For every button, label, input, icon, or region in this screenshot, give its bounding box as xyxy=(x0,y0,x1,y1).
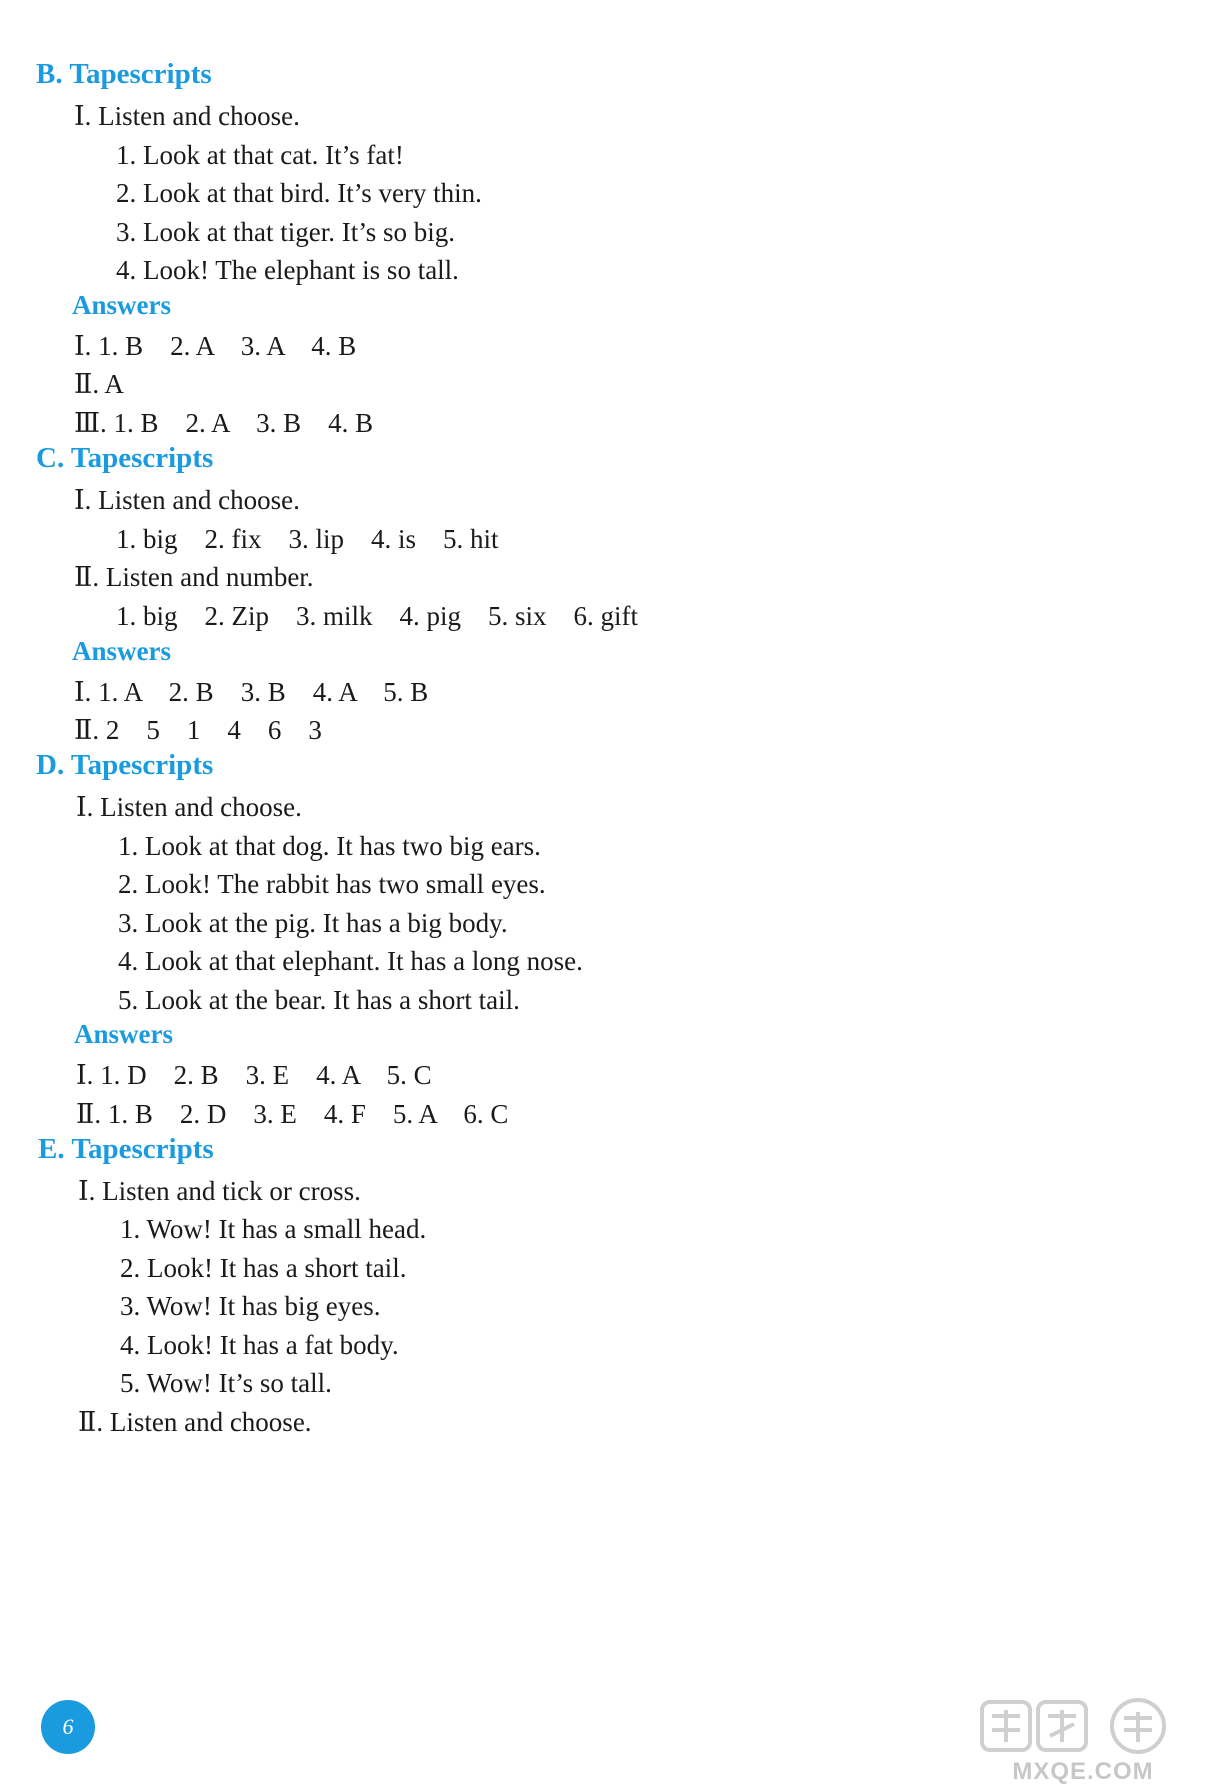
answers-label: Answers xyxy=(72,290,171,320)
part-title: Ⅰ. Listen and choose. xyxy=(74,485,300,515)
section-heading-d: D. Tapescripts xyxy=(36,749,214,781)
section-heading-e: E. Tapescripts xyxy=(38,1133,214,1165)
part-title: Ⅱ. Listen and number. xyxy=(74,562,314,592)
list-item: 3. Look at that tiger. It’s so big. xyxy=(116,217,455,247)
list-item: 1. Look at that dog. It has two big ears. xyxy=(118,831,541,861)
list-item: 2. Look at that bird. It’s very thin. xyxy=(116,178,482,208)
answers-label: Answers xyxy=(72,636,171,666)
section-heading-c: C. Tapescripts xyxy=(36,442,214,474)
answers-label: Answers xyxy=(74,1019,173,1049)
list-item: 1. big 2. fix 3. lip 4. is 5. hit xyxy=(116,524,499,554)
part-title: Ⅰ. Listen and choose. xyxy=(74,101,300,131)
watermark xyxy=(978,1696,1188,1786)
page-number-badge: 6 xyxy=(41,1700,95,1754)
list-item: 1. Look at that cat. It’s fat! xyxy=(116,140,404,170)
list-item: 4. Look! The elephant is so tall. xyxy=(116,255,459,285)
answer-line: Ⅱ. 1. B 2. D 3. E 4. F 5. A 6. C xyxy=(76,1099,509,1129)
watermark-text: MXQE.COM xyxy=(1012,1758,1154,1785)
list-item: 3. Look at the pig. It has a big body. xyxy=(118,908,508,938)
answer-line: Ⅰ. 1. A 2. B 3. B 4. A 5. B xyxy=(74,677,429,707)
answer-line: Ⅲ. 1. B 2. A 3. B 4. B xyxy=(74,408,374,438)
answer-site-logo-icon xyxy=(978,1696,1188,1760)
list-item: 3. Wow! It has big eyes. xyxy=(120,1291,381,1321)
list-item: 4. Look! It has a fat body. xyxy=(120,1330,399,1360)
list-item: 2. Look! It has a short tail. xyxy=(120,1253,407,1283)
section-heading-b: B. Tapescripts xyxy=(36,58,212,90)
answer-line: Ⅱ. A xyxy=(74,369,124,399)
list-item: 2. Look! The rabbit has two small eyes. xyxy=(118,869,546,899)
part-title: Ⅰ. Listen and tick or cross. xyxy=(78,1176,361,1206)
list-item: 1. Wow! It has a small head. xyxy=(120,1214,427,1244)
part-title: Ⅱ. Listen and choose. xyxy=(78,1407,312,1437)
list-item: 5. Look at the bear. It has a short tail. xyxy=(118,985,520,1015)
list-item: 5. Wow! It’s so tall. xyxy=(120,1368,332,1398)
part-title: Ⅰ. Listen and choose. xyxy=(76,792,302,822)
answer-line: Ⅰ. 1. B 2. A 3. A 4. B xyxy=(74,331,357,361)
list-item: 4. Look at that elephant. It has a long nose. xyxy=(118,946,583,976)
answer-line: Ⅱ. 2 5 1 4 6 3 xyxy=(74,715,322,745)
answer-line: Ⅰ. 1. D 2. B 3. E 4. A 5. C xyxy=(76,1060,432,1090)
list-item: 1. big 2. Zip 3. milk 4. pig 5. six 6. gift xyxy=(116,601,639,631)
